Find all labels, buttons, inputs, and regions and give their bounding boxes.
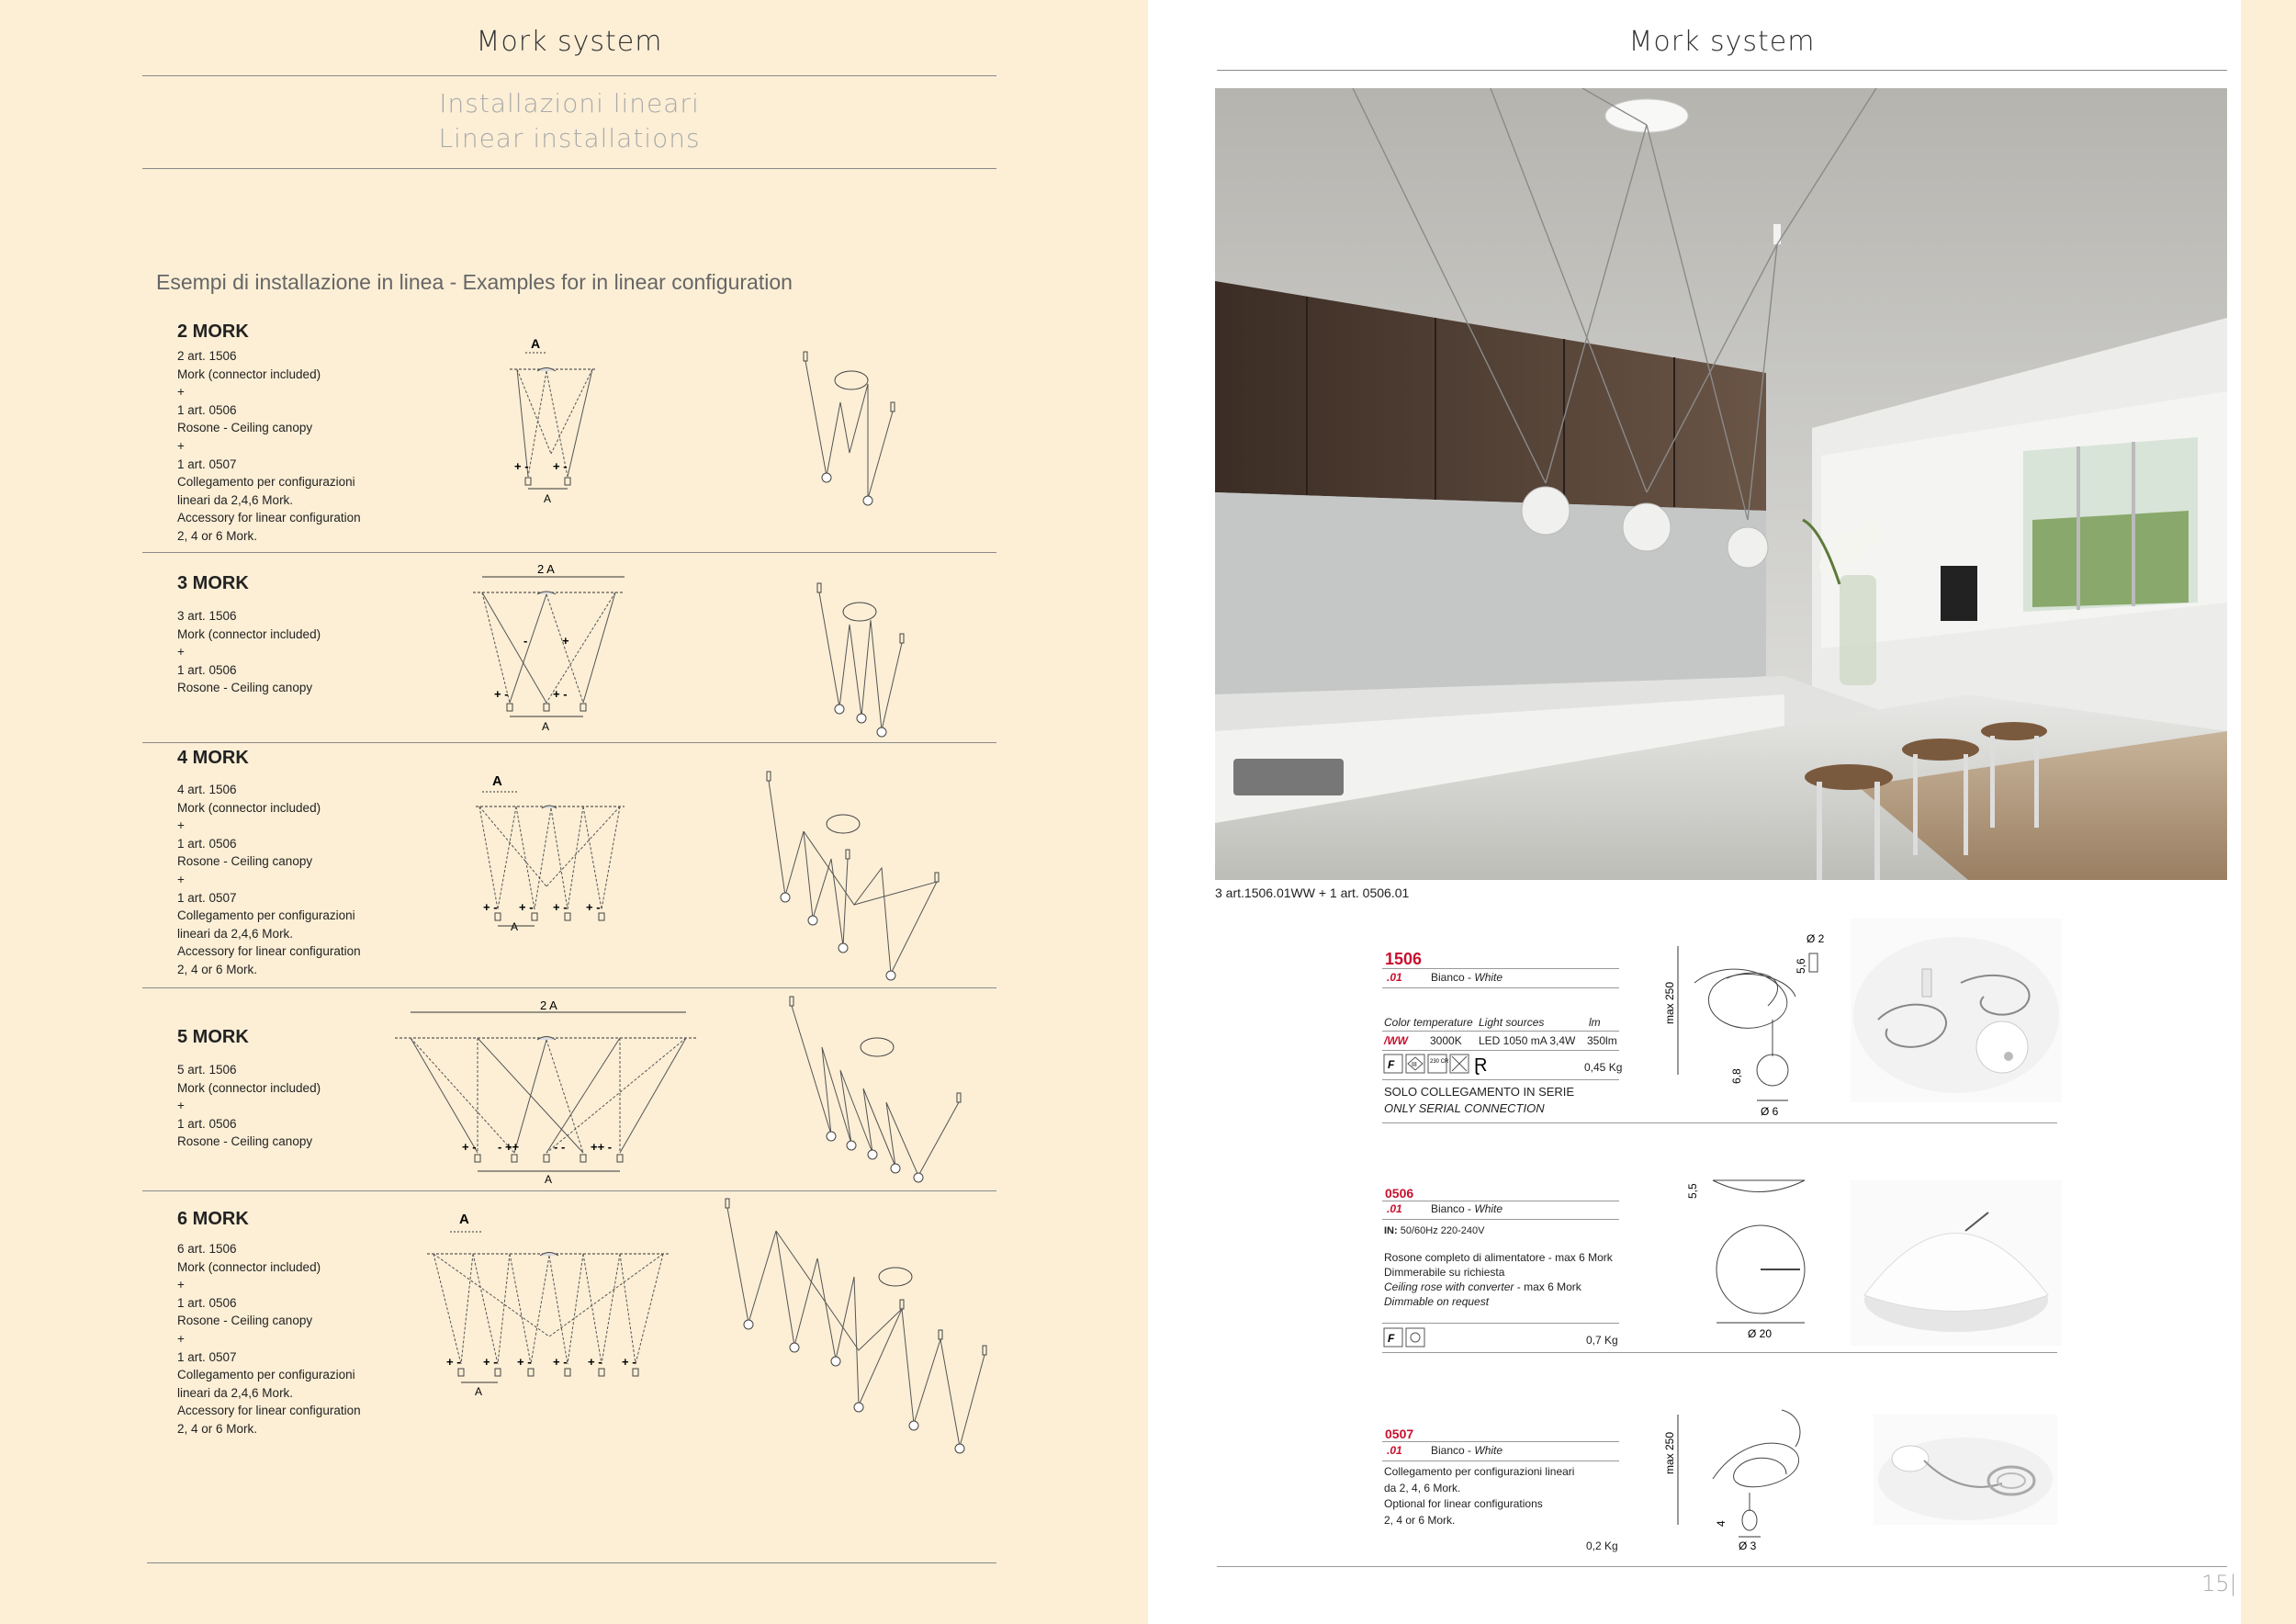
serial-connection-it: SOLO COLLEGAMENTO IN SERIE — [1384, 1085, 1575, 1099]
product-0506-variant — [1387, 1202, 1402, 1215]
certification-icons — [1383, 1326, 1429, 1350]
diagram-2-mork-front — [505, 334, 606, 509]
svg-text:+ -: + - — [483, 1355, 498, 1369]
page-number-value: 15 — [2201, 1571, 2230, 1596]
row-rule — [1382, 1441, 1619, 1442]
product-0506-color — [1431, 1202, 1503, 1215]
section-2-mork-body: 2 art. 1506 Mork (connector included) + 1 art. 0506 Rosone - Ceiling canopy + 1 art. 0507 Collegamento per configurazioni lineari da 2,4,6 Mork. Accessory for linear configuration 2, 4 or 6 Mork. — [177, 349, 361, 543]
section-3-mork-title: 3 MORK — [177, 573, 249, 593]
row-rule — [1382, 1079, 1619, 1080]
svg-text:III: III — [1412, 1062, 1417, 1068]
product-0507-photo — [1874, 1415, 2057, 1525]
section-6-mork-title: 6 MORK — [177, 1209, 249, 1229]
color-english: White — [1474, 1444, 1503, 1457]
product-0507-variant — [1387, 1444, 1402, 1457]
color-italian: Bianco — [1431, 1444, 1465, 1457]
product-1506-weight: 0,45 Kg — [1584, 1061, 1623, 1074]
dim-6-8: 6,8 — [1730, 1068, 1743, 1084]
svg-text:+ -: + - — [586, 900, 601, 914]
section-6-mork-body: 6 art. 1506 Mork (connector included) + 1 art. 0506 Rosone - Ceiling canopy + 1 art. 0507 Collegamento per configurazioni lineari da 2,4,6 Mork. Accessory for linear configuration 2, 4 or 6 Mork. — [177, 1242, 361, 1436]
separator: - — [1464, 1202, 1475, 1215]
kelvin: 3000K — [1430, 1034, 1462, 1047]
led-spec: LED 1050 mA 3,4W — [1479, 1034, 1576, 1047]
desc-line-3b: - max 6 Mork — [1514, 1280, 1581, 1293]
dim-top-label: A — [531, 336, 541, 351]
col-light-sources: Light sources — [1479, 1016, 1545, 1029]
right-footer-rule — [1217, 1566, 2227, 1567]
svg-text:+ -: + - — [588, 1355, 602, 1369]
svg-text:- ++: - ++ — [498, 1140, 520, 1154]
product-0506-code: 0506 — [1385, 1186, 1414, 1201]
section-2-mork-title: 2 MORK — [177, 321, 249, 342]
dim-d2: Ø 2 — [1806, 932, 1825, 945]
dim-bottom-label: A — [511, 920, 519, 933]
serial-connection-en: ONLY SERIAL CONNECTION — [1384, 1101, 1545, 1115]
dim-bottom-label: A — [545, 1173, 553, 1186]
separator: - — [1464, 971, 1475, 984]
diagram-6-mork-perspective — [721, 1194, 996, 1470]
desc-line-4: Dimmable on request — [1384, 1295, 1490, 1308]
product-0506-drawing — [1676, 1167, 1814, 1341]
svg-text:+ -: + - — [446, 1355, 461, 1369]
dim-d3: Ø 3 — [1739, 1539, 1757, 1552]
row-rule — [1382, 1219, 1619, 1220]
diagram-2-mork-perspective — [799, 347, 909, 513]
left-page-title: Mork system — [476, 26, 663, 58]
examples-heading: Esempi di installazione in linea - Examples for in linear configuration — [156, 270, 793, 294]
dim-top-label: A — [492, 773, 502, 789]
variant-code: .01 — [1387, 1444, 1402, 1457]
section-4-mork-title: 4 MORK — [177, 748, 249, 768]
separator: - — [1464, 1444, 1475, 1457]
product-0507-desc: Collegamento per configurazioni lineari da 2, 4, 6 Mork. Optional for linear configurations 2, 4 or 6 Mork. — [1384, 1465, 1575, 1527]
svg-text:F: F — [1388, 1332, 1395, 1345]
page-number: 15| — [2201, 1571, 2237, 1596]
subtitle-italian: Installazioni lineari — [439, 88, 700, 118]
svg-text:+ -: + - — [553, 687, 568, 701]
product-1506-drawing — [1658, 928, 1841, 1121]
product-1506-variant — [1387, 971, 1402, 984]
col-color-temp: Color temperature — [1384, 1016, 1473, 1029]
section-5-mork-title: 5 MORK — [177, 1027, 249, 1047]
input-spec — [1384, 1225, 1484, 1236]
product-0507-drawing — [1658, 1405, 1814, 1557]
dim-5-5: 5,5 — [1686, 1183, 1699, 1199]
section-divider — [142, 552, 996, 553]
diagram-3-mork-front — [468, 560, 634, 735]
input-label: IN: — [1384, 1225, 1398, 1236]
color-english: White — [1474, 1202, 1503, 1215]
col-lm: lm — [1589, 1016, 1601, 1029]
color-italian: Bianco — [1431, 1202, 1465, 1215]
row-rule — [1382, 1323, 1619, 1324]
svg-text:+ -: + - — [553, 459, 568, 473]
page-edge-strip — [2241, 0, 2296, 1624]
ww-label: /WW — [1384, 1034, 1408, 1047]
svg-text:+ -: + - — [517, 1355, 532, 1369]
left-footer-rule — [147, 1562, 996, 1563]
diagram-6-mork-front — [422, 1208, 680, 1401]
lumens: 350lm — [1587, 1034, 1617, 1047]
row-rule — [1382, 1050, 1619, 1051]
desc-line-3 — [1384, 1280, 1581, 1293]
svg-text:+: + — [562, 634, 569, 648]
dim-top-label: A — [459, 1212, 469, 1227]
svg-text:++ -: ++ - — [591, 1140, 613, 1154]
svg-text:+ -: + - — [462, 1140, 477, 1154]
diagram-5-mork-front — [390, 997, 703, 1190]
product-0506-photo — [1851, 1180, 2062, 1346]
dim-bottom-label: A — [544, 492, 552, 505]
dim-d6: Ø 6 — [1761, 1105, 1779, 1118]
color-italian: Bianco — [1431, 971, 1465, 984]
right-title-rule — [1217, 70, 2227, 71]
ww-code — [1384, 1034, 1408, 1047]
row-rule — [1382, 968, 1619, 969]
photo-caption: 3 art.1506.01WW + 1 art. 0506.01 — [1215, 885, 1410, 900]
svg-text:-: - — [523, 634, 528, 648]
product-1506-photo — [1851, 919, 2062, 1102]
svg-text:+ -: + - — [494, 687, 509, 701]
dim-4: 4 — [1715, 1520, 1728, 1527]
section-5-mork-body: 5 art. 1506 Mork (connector included) + 1 art. 0506 Rosone - Ceiling canopy — [177, 1063, 321, 1149]
svg-text:+ -: + - — [519, 900, 534, 914]
row-rule — [1382, 1460, 1619, 1461]
product-0507-code: 0507 — [1385, 1427, 1414, 1441]
subtitle-english: Linear installations — [438, 123, 701, 153]
svg-text:+ -: + - — [622, 1355, 636, 1369]
dim-max-250: max 250 — [1663, 1431, 1676, 1474]
desc-line-2: Dimmerabile su richiesta — [1384, 1266, 1505, 1279]
kitchen-photo — [1215, 88, 2227, 880]
desc-line-1: Rosone completo di alimentatore - max 6 Mork — [1384, 1251, 1613, 1264]
ip-mark-icon: Ɽ — [1474, 1055, 1488, 1076]
diagram-3-mork-perspective — [808, 579, 918, 744]
product-1506-color — [1431, 971, 1503, 984]
variant-code: .01 — [1387, 971, 1402, 984]
section-divider — [142, 987, 996, 988]
diagram-5-mork-perspective — [785, 992, 969, 1194]
right-page-title: Mork system — [1628, 26, 1816, 58]
svg-text:- -: - - — [554, 1140, 566, 1154]
product-0507-color — [1431, 1444, 1503, 1457]
variant-code: .01 — [1387, 1202, 1402, 1215]
dim-max-250: max 250 — [1663, 981, 1676, 1024]
product-0507-weight: 0,2 Kg — [1586, 1539, 1618, 1552]
color-english: White — [1474, 971, 1503, 984]
desc-line-3a: Ceiling rose with converter — [1384, 1280, 1514, 1293]
row-rule — [1382, 987, 1619, 988]
230-cr-label: 230 CR — [1430, 1059, 1449, 1065]
product-rule — [1382, 1352, 2057, 1353]
row-rule — [1382, 1031, 1619, 1032]
diagram-4-mork-front — [468, 772, 634, 946]
dim-bottom-label: A — [542, 720, 550, 733]
diagram-4-mork-perspective — [762, 767, 946, 987]
product-1506-code: 1506 — [1385, 950, 1423, 968]
subtitle-rule — [142, 168, 996, 169]
product-rule — [1382, 1122, 2057, 1123]
title-rule — [142, 75, 996, 76]
svg-text:F: F — [1388, 1058, 1395, 1071]
dim-bottom-label: A — [475, 1385, 483, 1398]
input-value: 50/60Hz 220-240V — [1397, 1225, 1485, 1236]
section-4-mork-body: 4 art. 1506 Mork (connector included) + 1 art. 0506 Rosone - Ceiling canopy + 1 art. 0507 Collegamento per configurazioni lineari da 2,4,6 Mork. Accessory for linear configuration 2, 4 or 6 Mork. — [177, 783, 361, 976]
section-3-mork-body: 3 art. 1506 Mork (connector included) + 1 art. 0506 Rosone - Ceiling canopy — [177, 609, 321, 695]
dim-d20: Ø 20 — [1748, 1327, 1773, 1340]
certification-icons — [1383, 1053, 1503, 1077]
dim-5-6: 5,6 — [1795, 958, 1807, 974]
product-0506-weight: 0,7 Kg — [1586, 1334, 1618, 1347]
dim-top-label: 2 A — [540, 998, 557, 1012]
dimmer-icon — [1406, 1328, 1424, 1347]
svg-text:+ -: + - — [514, 459, 529, 473]
dim-top-label: 2 A — [537, 562, 555, 576]
svg-text:+ -: + - — [483, 900, 498, 914]
svg-text:+ -: + - — [553, 1355, 568, 1369]
svg-text:+ -: + - — [553, 900, 568, 914]
